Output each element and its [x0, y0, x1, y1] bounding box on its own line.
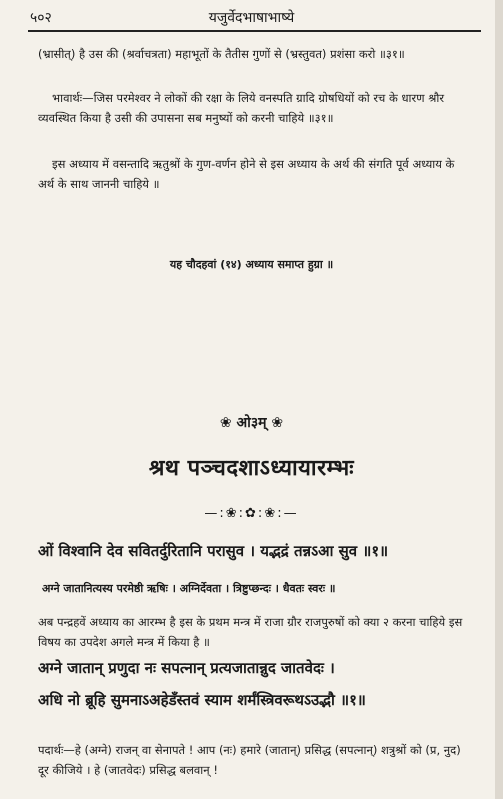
chapter-intro: अब पन्द्रहवें अध्याय का आरम्भ है इस के प्रथम मन्त्र में राजा ग्रौर राजपुरुषों को क्या २ करना चाहिये इस विषय का उपदेश अगले मन्त्र में किया है ॥ — [38, 615, 463, 649]
paragraph-sangati: इस अध्याय में वसन्तादि ऋतुश्रों के गुण-वर्णन होने से इस अध्याय के अर्थ की संगति पूर्व अध्याय के अर्थ के साथ जाननी चाहिये ॥ — [38, 157, 455, 191]
page-number: ५०२ — [30, 10, 52, 26]
ornament-divider: —:❀:✿:❀:— — [204, 506, 299, 521]
header-rule — [28, 30, 481, 32]
running-title: यजुर्वेदभाषाभाष्ये — [208, 10, 295, 26]
mantra-line: अग्ने जातान् प्रणुदा नः सपत्नान् प्रत्यजातान्नुद जातवेदः । — [38, 659, 335, 677]
word-meaning: पदार्थः—हे (अग्ने) राजन् वा सेनापते ! आप (नः) हमारे (जातान्) प्रसिद्ध (सपत्नान्) शत्रुश्रों को (प्र, नुद) दूर कीजिये । हे (जातवेदः) प्रसिद्ध बलवान् ! — [38, 743, 461, 777]
paragraph: (भ्रासीत्) है उस की (श्रर्वाचत्रता) महाभूतों के तैतीस गुणों से (भ्रस्तुवत) प्रशंसा करो ॥३१॥ — [38, 47, 405, 61]
page-edge — [495, 0, 503, 799]
verse-metadata: अग्ने जातानित्यस्य परमेष्ठी ऋषिः । अग्निर्देवता । त्रिष्टुप्छन्दः । धैवतः स्वरः ॥ — [42, 582, 336, 595]
paragraph-bhavartha: भावार्थः—जिस परमेश्वर ने लोकों की रक्षा के लिये वनस्पति ग्रादि ग्रोषधियों को रच के धारण श्रौर व्यवस्थित किया है उसी की उपासना सब मनुष्यों को करनी चाहिये ॥३१॥ — [38, 91, 445, 125]
page-header — [30, 8, 473, 30]
opening-verse: ओं विश्वानि देव सवितर्दुरितानि परासुव । यद्भद्रं तन्नऽआ सुव ॥१॥ — [38, 542, 389, 560]
chapter-end-note: यह चौदहवां (१४) अध्याय समाप्त हुग्रा ॥ — [169, 258, 334, 271]
chapter-title: श्रथ पञ्चदशाऽध्यायारम्भः — [148, 456, 355, 481]
om-heading: ❀ ओ३म् ❀ — [219, 415, 284, 431]
mantra-line: अधि नो ब्रूहि सुमनाऽअहेडँस्तवं स्याम शर्मंस्त्रिवरूथऽउद्भौ ॥१॥ — [38, 691, 366, 709]
